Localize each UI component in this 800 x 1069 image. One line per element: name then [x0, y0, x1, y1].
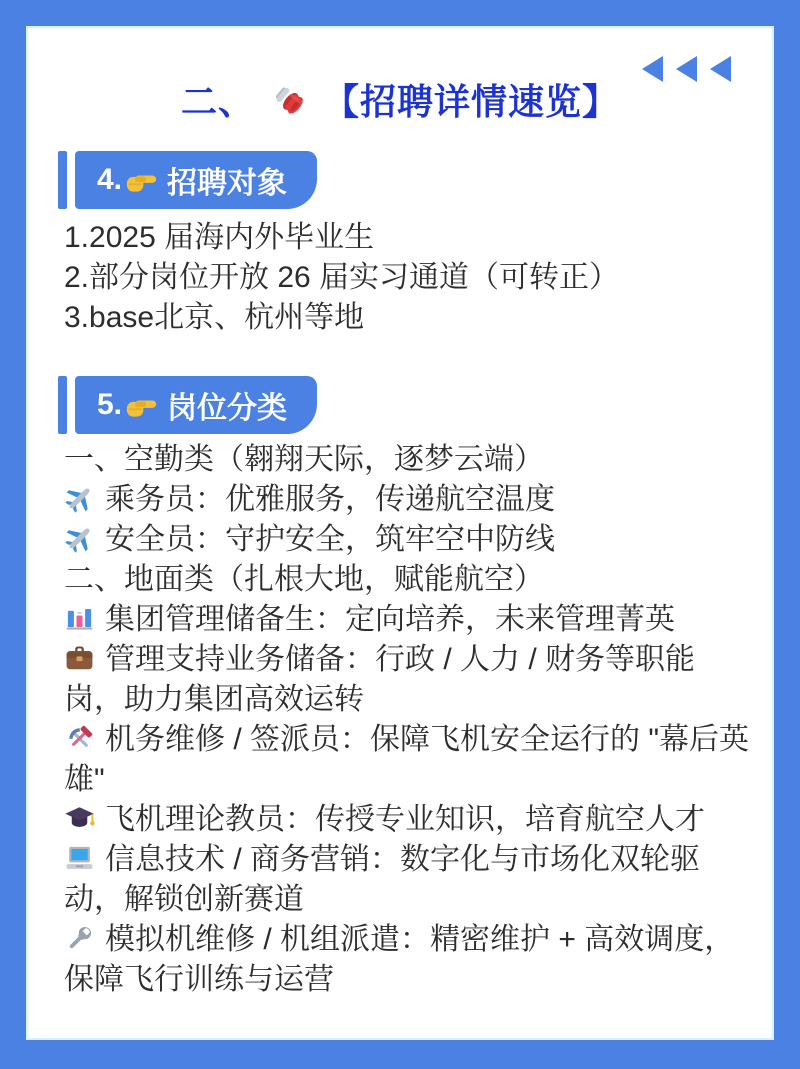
list-item: 机务维修 / 签派员：保障飞机安全运行的 "幕后英雄" [64, 723, 749, 796]
list-item: 乘务员：优雅服务，传递航空温度 [64, 480, 752, 520]
list-item: 3.base北京、杭州等地 [64, 301, 365, 334]
airplane-icon [64, 523, 95, 554]
section-header-job-categories [58, 376, 772, 434]
recruit-target-list [64, 218, 752, 338]
section-label: 招聘对象 [167, 167, 288, 200]
list-item: 二、地面类（扎根大地，赋能航空） [64, 563, 544, 596]
pointing-hand-icon [125, 165, 158, 198]
accent-bar [58, 151, 67, 209]
triangle-left-icon [708, 55, 732, 83]
bar-chart-icon [64, 603, 95, 634]
section-label: 岗位分类 [167, 392, 288, 425]
list-item: 安全员：守护安全，筑牢空中防线 [64, 520, 752, 560]
wrench-icon [64, 923, 95, 954]
list-item: 飞机理论教员：传授专业知识，培育航空人才 [64, 800, 752, 840]
list-item: 一、空勤类（翱翔天际，逐梦云端） [64, 443, 544, 476]
pointing-hand-icon [125, 390, 158, 423]
section-number: 4. [97, 163, 123, 196]
poster-content-panel [28, 28, 772, 1038]
section-badge [75, 151, 317, 209]
accent-bar [58, 376, 67, 434]
list-item: 管理支持业务储备：行政 / 人力 / 财务等职能岗，助力集团高效运转 [64, 643, 696, 716]
job-categories-list [64, 440, 752, 1000]
title-main: 【招聘详情速览】 [323, 81, 620, 122]
section-header-recruit-target [58, 151, 772, 209]
airplane-icon [64, 483, 95, 514]
list-item: 模拟机维修 / 机组派遣：精密维护 + 高效调度，保障飞行训练与运营 [64, 923, 735, 996]
triangle-left-icon [640, 55, 664, 83]
laptop-icon [64, 843, 95, 874]
list-item: 1.2025 届海内外毕业生 [64, 221, 375, 254]
hammer-and-pick-icon [64, 723, 95, 754]
triangle-left-icon [674, 55, 698, 83]
briefcase-icon [64, 643, 95, 674]
section-badge [75, 376, 317, 434]
title-prefix: 二、 [180, 81, 255, 122]
list-item: 集团管理储备生：定向培养，未来管理菁英 [64, 600, 752, 640]
pushpin-icon [268, 79, 310, 121]
back-arrows-decoration [640, 55, 732, 83]
graduation-cap-icon [64, 803, 95, 834]
list-item: 2.部分岗位开放 26 届实习通道（可转正） [64, 261, 620, 294]
section-number: 5. [97, 388, 123, 421]
list-item: 信息技术 / 商务营销：数字化与市场化双轮驱动，解锁创新赛道 [64, 843, 701, 916]
